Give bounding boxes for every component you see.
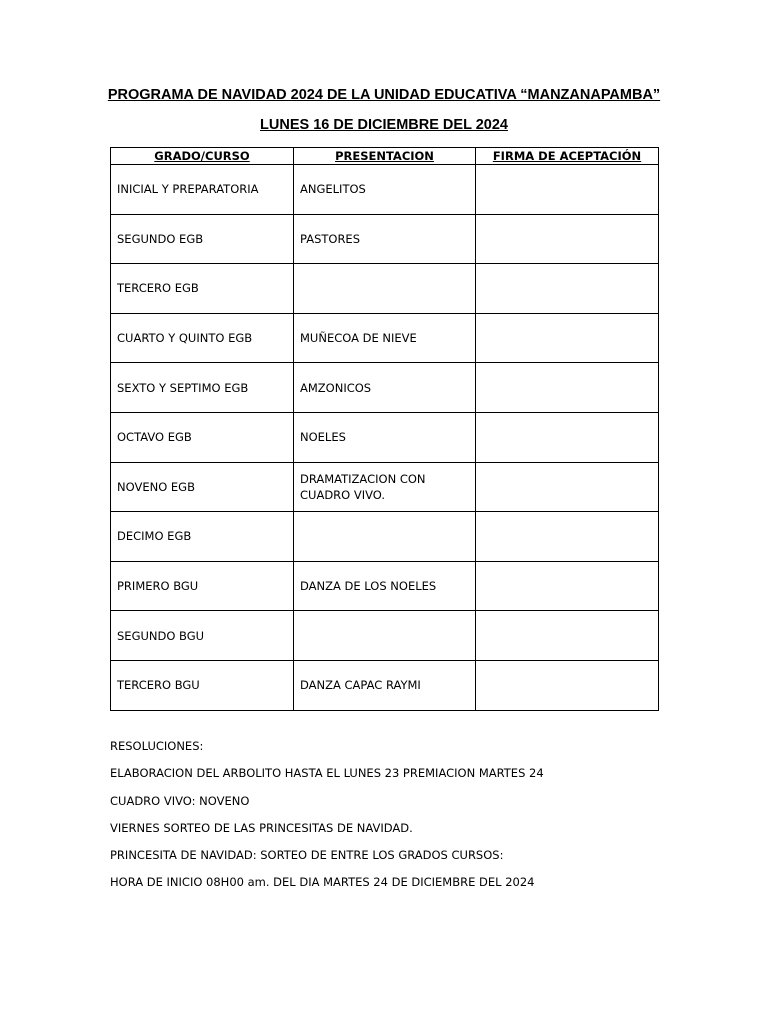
table-row	[111, 264, 659, 314]
resolucion-line: VIERNES SORTEO DE LAS PRINCESITAS DE NAVIDAD.	[110, 820, 413, 835]
header-grado-curso: GRADO/CURSO	[111, 148, 294, 165]
firma-cell[interactable]	[476, 214, 659, 264]
firma-cell[interactable]	[476, 561, 659, 611]
presentacion-cell: PASTORES	[294, 214, 476, 264]
presentacion-cell: DANZA CAPAC RAYMI	[294, 660, 476, 710]
firma-cell[interactable]	[476, 512, 659, 562]
resolucion-line: PRINCESITA DE NAVIDAD: SORTEO DE ENTRE LOS GRADOS CURSOS:	[110, 848, 504, 863]
table-row	[111, 561, 659, 611]
document-date: LUNES 16 DE DICIEMBRE DEL 2024	[260, 117, 508, 133]
grado-cell: SEGUNDO EGB	[111, 214, 294, 264]
presentacion-cell	[294, 611, 476, 661]
firma-cell[interactable]	[476, 363, 659, 413]
firma-cell[interactable]	[476, 264, 659, 314]
table-row	[111, 165, 659, 215]
presentacion-cell: DRAMATIZACION CON CUADRO VIVO.	[294, 462, 476, 512]
presentacion-cell	[294, 264, 476, 314]
table-row	[111, 512, 659, 562]
resolucion-line: ELABORACION DEL ARBOLITO HASTA EL LUNES 23 PREMIACION MARTES 24	[110, 766, 544, 781]
firma-cell[interactable]	[476, 165, 659, 215]
firma-cell[interactable]	[476, 313, 659, 363]
table-row	[111, 313, 659, 363]
header-firma-aceptacion: FIRMA DE ACEPTACIÓN	[476, 148, 659, 165]
grado-cell: PRIMERO BGU	[111, 561, 294, 611]
grado-cell: SEXTO Y SEPTIMO EGB	[111, 363, 294, 413]
table-row	[111, 363, 659, 413]
header-presentacion: PRESENTACION	[294, 148, 476, 165]
grado-cell: SEGUNDO BGU	[111, 611, 294, 661]
table-row	[111, 214, 659, 264]
presentacion-cell: MUÑECOA DE NIEVE	[294, 313, 476, 363]
schedule-table	[110, 147, 659, 711]
table-header-row	[111, 148, 659, 165]
presentacion-cell: AMZONICOS	[294, 363, 476, 413]
grado-cell: INICIAL Y PREPARATORIA	[111, 165, 294, 215]
grado-cell: DECIMO EGB	[111, 512, 294, 562]
grado-cell: TERCERO EGB	[111, 264, 294, 314]
resolucion-line: HORA DE INICIO 08H00 am. DEL DIA MARTES 24 DE DICIEMBRE DEL 2024	[110, 875, 535, 890]
presentacion-cell: NOELES	[294, 412, 476, 462]
grado-cell: NOVENO EGB	[111, 462, 294, 512]
grado-cell: OCTAVO EGB	[111, 412, 294, 462]
table-row	[111, 611, 659, 661]
firma-cell[interactable]	[476, 611, 659, 661]
presentacion-cell: DANZA DE LOS NOELES	[294, 561, 476, 611]
resoluciones-heading: RESOLUCIONES:	[110, 739, 204, 753]
resoluciones-section	[110, 737, 730, 901]
grado-cell: CUARTO Y QUINTO EGB	[111, 313, 294, 363]
table-row	[111, 412, 659, 462]
resolucion-line: CUADRO VIVO: NOVENO	[110, 793, 250, 808]
presentacion-cell	[294, 512, 476, 562]
grado-cell: TERCERO BGU	[111, 660, 294, 710]
document-title: PROGRAMA DE NAVIDAD 2024 DE LA UNIDAD EDUCATIVA “MANZANAPAMBA”	[107, 87, 661, 103]
table-row	[111, 462, 659, 512]
firma-cell[interactable]	[476, 660, 659, 710]
firma-cell[interactable]	[476, 462, 659, 512]
firma-cell[interactable]	[476, 412, 659, 462]
presentacion-cell: ANGELITOS	[294, 165, 476, 215]
table-row	[111, 660, 659, 710]
